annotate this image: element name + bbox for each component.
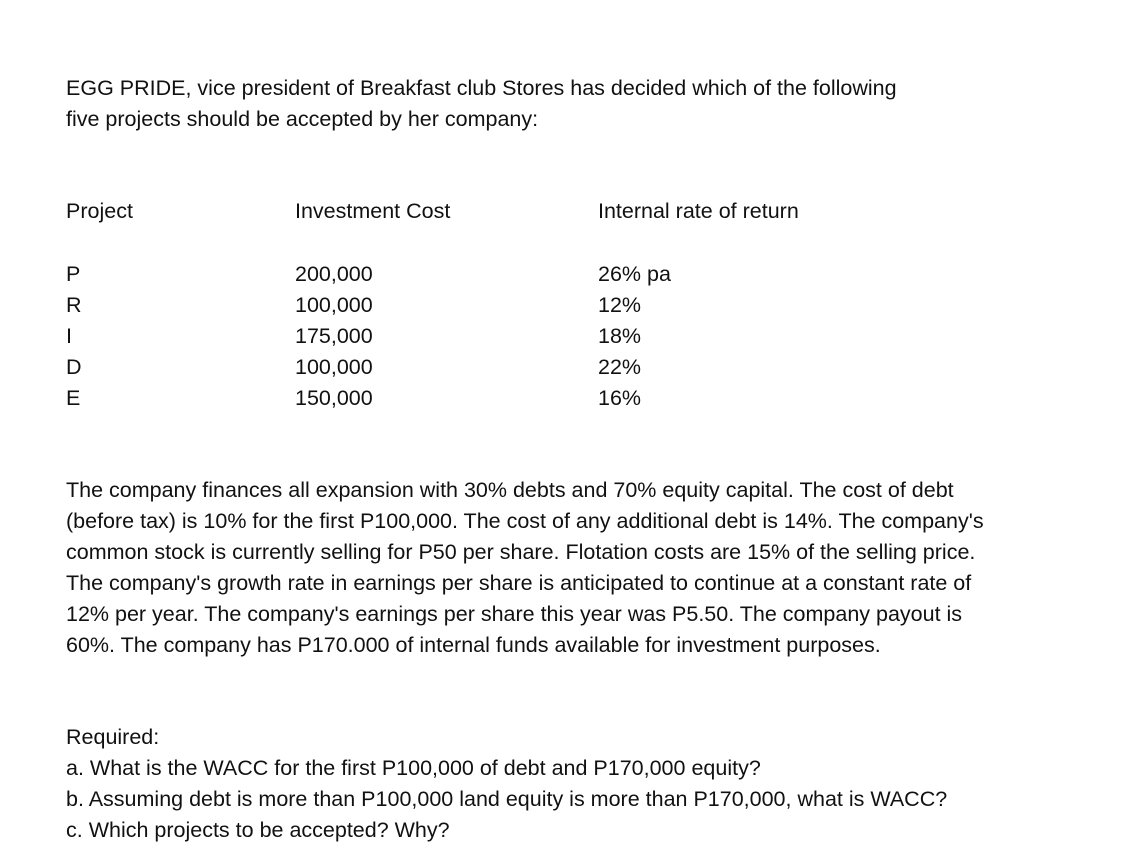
required-section [66, 722, 1106, 846]
cost-column [295, 196, 451, 410]
required-item: c. Which projects to be accepted? Why? [66, 818, 450, 842]
paragraph-line: The company finances all expansion with 30% debts and 70% equity capital. The cost of debt [66, 478, 954, 502]
cost-cell: 175,000 [295, 324, 373, 348]
irr-header: Internal rate of return [598, 199, 799, 223]
intro-line: EGG PRIDE, vice president of Breakfast club Stores has decided which of the following [66, 76, 897, 100]
required-item: a. What is the WACC for the first P100,000 of debt and P170,000 equity? [66, 756, 761, 780]
cost-cell: 200,000 [295, 262, 373, 286]
project-cell: I [66, 324, 72, 348]
irr-cell: 18% [598, 324, 642, 348]
paragraph-line: The company's growth rate in earnings per share is anticipated to continue at a constant rate of [66, 571, 972, 595]
paragraph-line: 60%. The company has P170.000 of internal funds available for investment purposes. [66, 633, 881, 657]
intro-text [66, 73, 1066, 135]
paragraph-line: 12% per year. The company's earnings per share this year was P5.50. The company payout is [66, 602, 963, 626]
paragraph-line: (before tax) is 10% for the first P100,000. The cost of any additional debt is 14%. The company's [66, 509, 984, 533]
project-cell: D [66, 355, 82, 379]
required-heading: Required: [66, 725, 160, 749]
required-item: b. Assuming debt is more than P100,000 land equity is more than P170,000, what is WACC? [66, 787, 948, 811]
irr-cell: 26% pa [598, 262, 671, 286]
irr-column [598, 196, 799, 410]
cost-cell: 100,000 [295, 293, 373, 317]
project-column [66, 196, 133, 410]
project-header: Project [66, 199, 133, 223]
irr-cell: 22% [598, 355, 642, 379]
irr-cell: 12% [598, 293, 642, 317]
cost-cell: 150,000 [295, 386, 373, 410]
cost-cell: 100,000 [295, 355, 373, 379]
project-cell: E [66, 386, 81, 410]
cost-header: Investment Cost [295, 199, 451, 223]
project-cell: R [66, 293, 82, 317]
project-cell: P [66, 262, 81, 286]
intro-line: five projects should be accepted by her company: [66, 107, 539, 131]
irr-cell: 16% [598, 386, 642, 410]
financing-paragraph [66, 475, 1106, 661]
paragraph-line: common stock is currently selling for P50 per share. Flotation costs are 15% of the selling price. [66, 540, 976, 564]
